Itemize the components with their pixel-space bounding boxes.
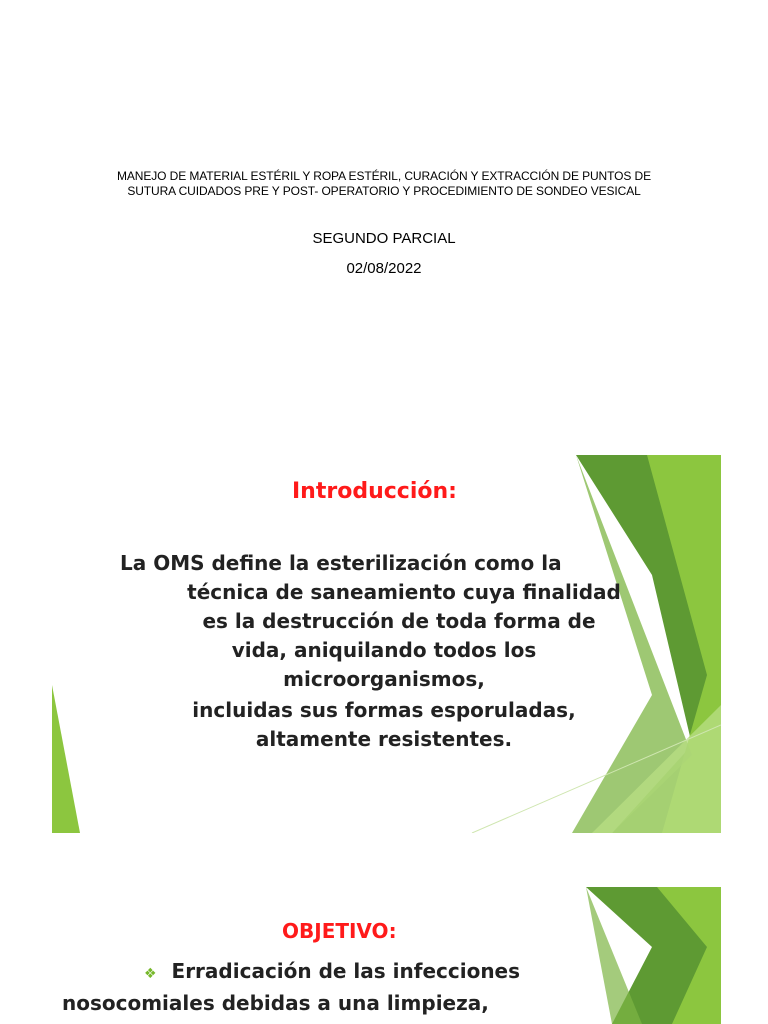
slide-introduccion (52, 455, 721, 833)
title-line-1: MANEJO DE MATERIAL ESTÉRIL Y ROPA ESTÉRIL, CURACIÓN Y EXTRACCIÓN DE PUNTOS DE (117, 169, 651, 183)
paragraph-line: vida, aniquilando todos los (231, 638, 537, 662)
paragraph-line: es la destrucción de toda forma de (202, 609, 596, 633)
bullet-line: Erradicación de las infecciones (171, 959, 521, 983)
slide-heading: Introducción: (292, 479, 457, 504)
diamond-bullet-icon: ❖ (144, 966, 157, 982)
slide-heading: OBJETIVO: (282, 919, 397, 943)
subtitle: SEGUNDO PARCIAL (312, 230, 456, 247)
title-line-2: SUTURA CUIDADOS PRE Y POST- OPERATORIO Y PROCEDIMIENTO DE SONDEO VESICAL (127, 184, 641, 198)
paragraph-line: incluidas sus formas esporuladas, (192, 698, 576, 722)
slide-paragraph-2 (104, 696, 664, 754)
bullet-line: nosocomiales debidas a una limpieza, (62, 991, 489, 1015)
slide-paragraph-1 (104, 549, 664, 694)
document-date: 02/08/2022 (346, 260, 422, 277)
slide-objetivo (52, 887, 721, 1024)
paragraph-line: microorganismos, (283, 667, 485, 691)
paragraph-line: altamente resistentes. (255, 727, 513, 751)
document-title (0, 169, 768, 199)
paragraph-line: La OMS define la esterilización como la (120, 551, 562, 575)
paragraph-line: técnica de saneamiento cuya finalidad (187, 580, 621, 604)
objective-bullet (62, 957, 612, 1018)
